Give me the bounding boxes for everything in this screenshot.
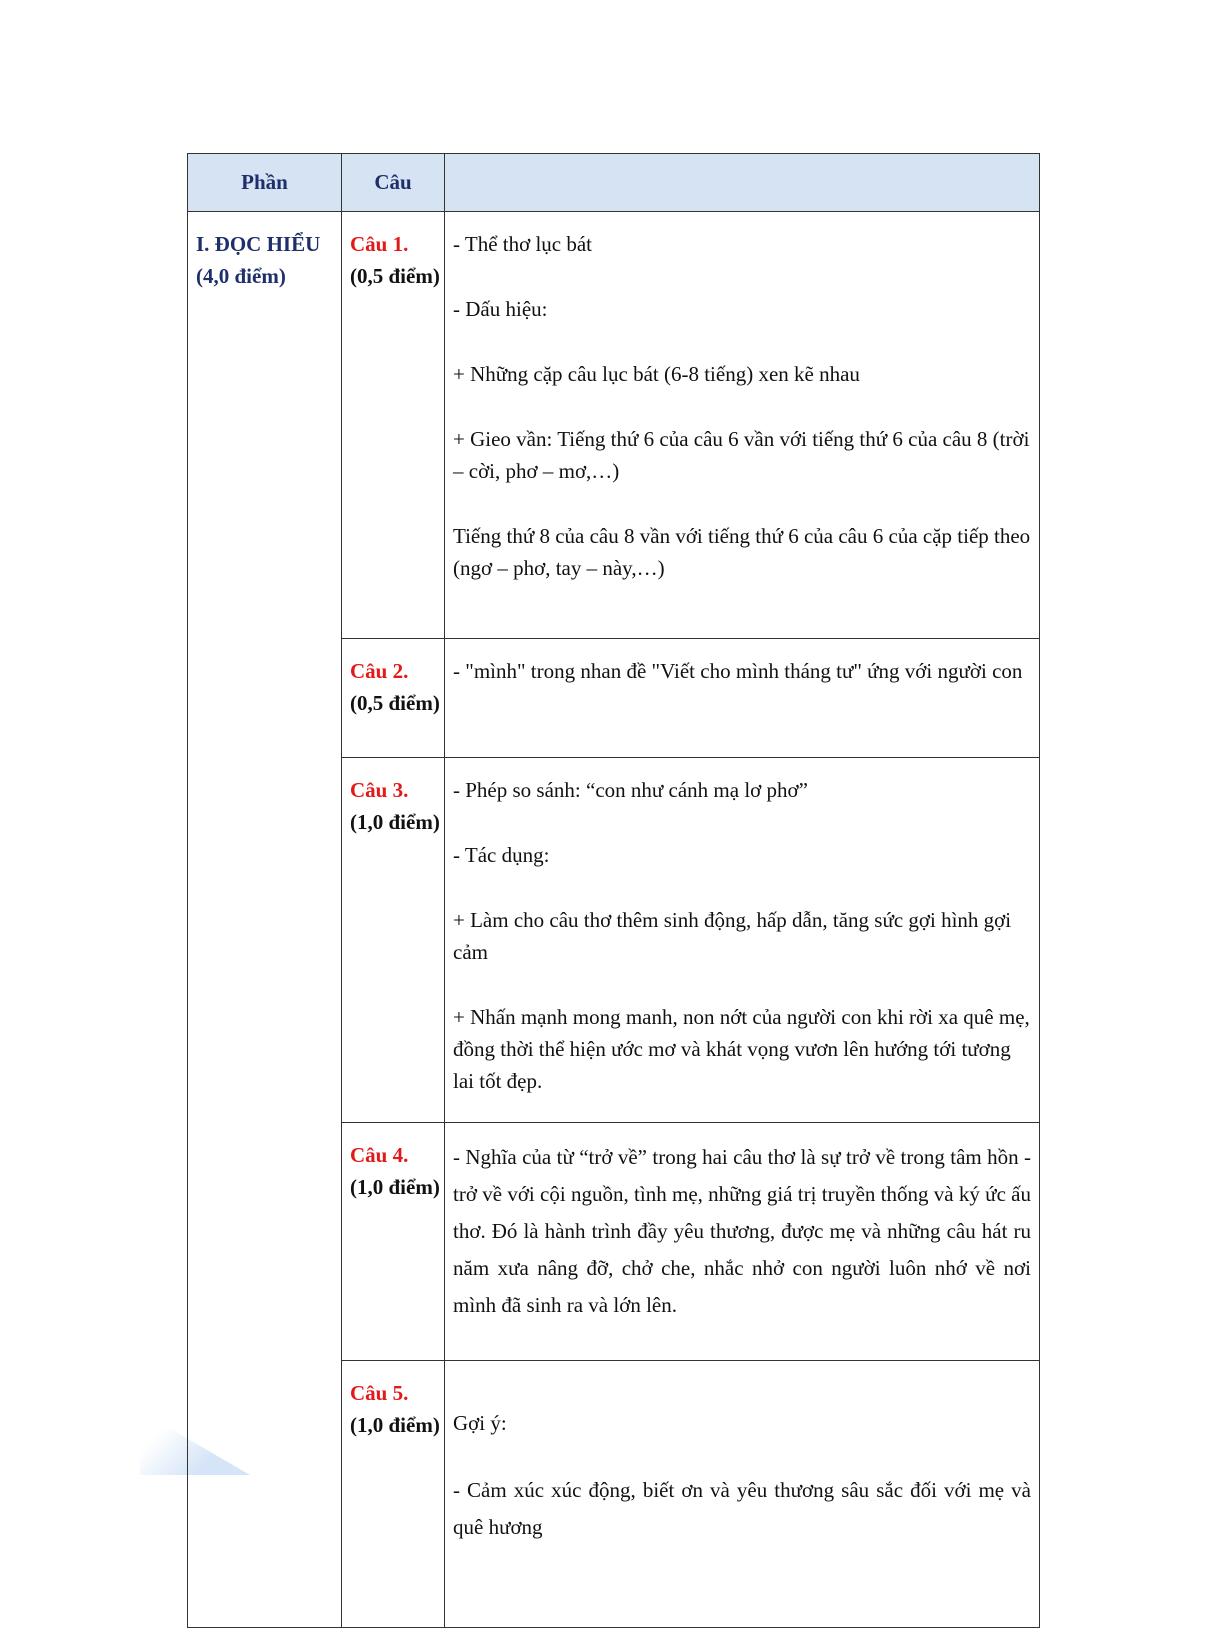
answer-paragraph: - Tác dụng: — [453, 843, 550, 867]
question-score-2: (0,5 điểm) — [350, 691, 440, 715]
question-label-4: Câu 4. — [350, 1143, 409, 1167]
answer-paragraph: - Dấu hiệu: — [453, 297, 548, 321]
question-label-2: Câu 2. — [350, 659, 409, 683]
question-cell-4 — [342, 1123, 445, 1361]
answer-paragraph: - Thể thơ lục bát — [453, 232, 593, 256]
answer-content-3 — [445, 758, 1040, 1123]
question-label-5: Câu 5. — [350, 1381, 409, 1405]
header-question: Câu — [342, 154, 445, 212]
question-cell-1 — [342, 212, 445, 639]
answer-paragraph: + Những cặp câu lục bát (6-8 tiếng) xen kẽ nhau — [453, 362, 860, 386]
answer-paragraph: Tiếng thứ 8 của câu 8 vần với tiếng thứ 6 của câu 6 của cặp tiếp theo (ngơ – phơ, tay – này,…) — [453, 524, 1031, 580]
answer-content-5 — [445, 1361, 1040, 1628]
question-score-3: (1,0 điểm) — [350, 810, 440, 834]
answer-paragraph: - Cảm xúc xúc động, biết ơn và yêu thương sâu sắc đối với mẹ và quê hương — [453, 1478, 1031, 1539]
answer-content-4 — [445, 1123, 1040, 1361]
header-part: Phần — [188, 154, 342, 212]
question-score-1: (0,5 điểm) — [350, 264, 440, 288]
question-cell-5 — [342, 1361, 445, 1628]
answer-content-1 — [445, 212, 1040, 639]
answer-paragraph: Gợi ý: — [453, 1411, 507, 1435]
answer-paragraph: + Làm cho câu thơ thêm sinh động, hấp dẫn, tăng sức gợi hình gợi cảm — [453, 908, 1012, 964]
answer-paragraph: + Gieo vần: Tiếng thứ 6 của câu 6 vần với tiếng thứ 6 của câu 8 (trời – cời, phơ – mơ,…) — [453, 427, 1030, 483]
question-label-3: Câu 3. — [350, 778, 409, 802]
table-row-question-1 — [188, 212, 1040, 639]
answer-paragraph: - Nghĩa của từ “trở về” trong hai câu thơ là sự trở về trong tâm hồn - trở về với cội nguồn, tình mẹ, những giá trị truyền thống và ký ức ấu thơ. Đó là hành trình đầy yêu thương, được mẹ và những câu hát ru năm xưa nâng đỡ, chở che, nhắc nhở con người luôn nhớ về nơi mình đã sinh ra và lớn lên. — [453, 1145, 1031, 1317]
question-cell-2 — [342, 639, 445, 758]
answer-content-2 — [445, 639, 1040, 758]
answer-key-table — [187, 153, 1040, 1628]
question-cell-3 — [342, 758, 445, 1123]
part-title: I. ĐỌC HIỂU — [196, 232, 321, 256]
answer-paragraph: - Phép so sánh: “con như cánh mạ lơ phơ” — [453, 778, 808, 802]
header-content — [445, 154, 1040, 212]
answer-paragraph: + Nhấn mạnh mong manh, non nớt của người con khi rời xa quê mẹ, đồng thời thể hiện ước mơ và khát vọng vươn lên hướng tới tương lai tốt đẹp. — [453, 1005, 1030, 1093]
part-cell — [188, 212, 342, 1628]
answer-paragraph: - "mình" trong nhan đề "Viết cho mình tháng tư" ứng với người con — [453, 659, 1023, 683]
part-score: (4,0 điểm) — [196, 264, 286, 288]
question-label-1: Câu 1. — [350, 232, 409, 256]
table-header-row — [188, 154, 1040, 212]
question-score-5: (1,0 điểm) — [350, 1413, 440, 1437]
question-score-4: (1,0 điểm) — [350, 1175, 440, 1199]
